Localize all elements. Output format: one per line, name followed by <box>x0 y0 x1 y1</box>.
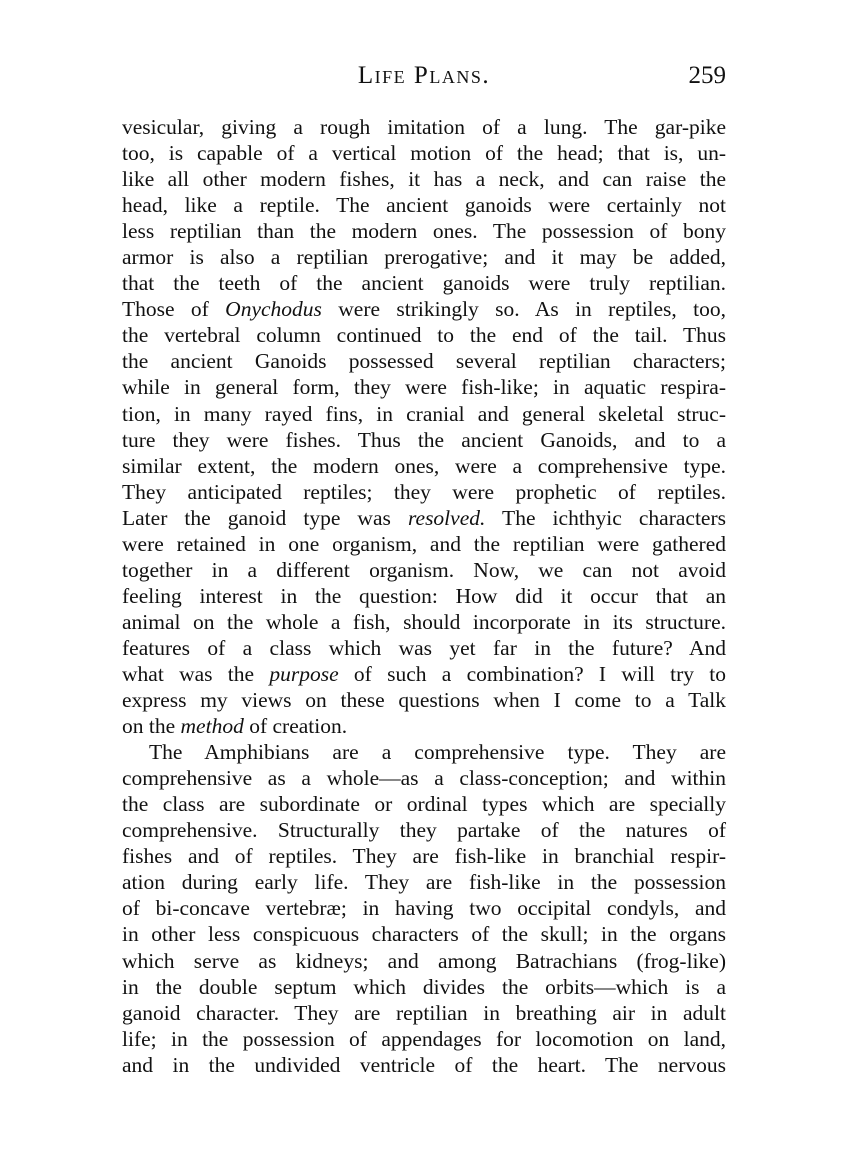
running-title: Life Plans. <box>357 62 491 89</box>
text-segment: ture they were fishes. Thus the ancient Ganoids, and to a <box>122 427 726 452</box>
text-segment: of such a combination? I will try to <box>338 661 726 686</box>
text-segment: of creation. <box>243 714 348 739</box>
text-segment: were retained in one organism, and the reptilian were gathered <box>122 531 726 556</box>
text-segment: ation during early life. They are fish-like in the possession <box>122 870 726 895</box>
text-line <box>122 531 726 557</box>
italic-word: resolved. <box>407 505 486 530</box>
text-segment: Later the ganoid type was <box>122 505 408 530</box>
text-segment: less reptilian than the modern ones. The possession of bony <box>122 219 726 244</box>
text-line <box>122 948 726 974</box>
text-segment: what was the <box>122 661 270 686</box>
text-segment: the ancient Ganoids possessed several reptilian characters; <box>122 349 726 374</box>
text-segment: which serve as kidneys; and among Batrachians (frog-like) <box>122 948 726 973</box>
text-line <box>122 140 726 166</box>
text-line <box>122 661 726 687</box>
text-line <box>122 765 726 791</box>
text-segment: They anticipated reptiles; they were prophetic of reptiles. <box>122 479 726 504</box>
text-segment: too, is capable of a vertical motion of the head; that is, un- <box>122 141 726 166</box>
text-segment: that the teeth of the ancient ganoids were truly reptilian. <box>122 271 726 296</box>
text-segment: fishes and of reptiles. They are fish-like in branchial respir- <box>122 844 726 869</box>
text-segment: The ichthyic characters <box>485 505 727 530</box>
text-line <box>122 869 726 895</box>
italic-word: purpose <box>269 661 339 686</box>
text-line <box>122 583 726 609</box>
text-line <box>122 166 726 192</box>
text-line <box>122 348 726 374</box>
text-segment: express my views on these questions when I come to a Talk <box>122 688 726 713</box>
text-line <box>122 739 726 765</box>
text-segment: comprehensive. Structurally they partake of the natures of <box>122 818 726 843</box>
text-line <box>122 401 726 427</box>
text-segment: ganoid character. They are reptilian in breathing air in adult <box>122 1000 726 1025</box>
page-number: 259 <box>688 62 726 89</box>
text-line <box>122 453 726 479</box>
running-head <box>122 62 726 96</box>
text-line <box>122 635 726 661</box>
text-line <box>122 1026 726 1052</box>
text-line <box>122 557 726 583</box>
body-text <box>122 114 726 1078</box>
text-line <box>122 192 726 218</box>
text-segment: tion, in many rayed fins, in cranial and general skeletal struc- <box>122 401 726 426</box>
text-segment: head, like a reptile. The ancient ganoids were certainly not <box>122 193 726 218</box>
text-segment: of bi-concave vertebræ; in having two occipital condyls, and <box>122 896 726 921</box>
text-line <box>122 843 726 869</box>
text-segment: life; in the possession of appendages for locomotion on land, <box>122 1026 726 1051</box>
text-segment: features of a class which was yet far in the future? And <box>122 635 726 660</box>
text-segment: feeling interest in the question: How did it occur that an <box>122 583 726 608</box>
text-segment: The Amphibians are a comprehensive type. They are <box>149 740 726 765</box>
text-line <box>122 1000 726 1026</box>
text-segment: the class are subordinate or ordinal types which are specially <box>122 792 726 817</box>
text-line <box>122 713 726 739</box>
text-line <box>122 322 726 348</box>
text-line <box>122 296 726 322</box>
text-line <box>122 270 726 296</box>
text-segment: Those of <box>122 297 226 322</box>
text-segment: were strikingly so. As in reptiles, too, <box>321 297 727 322</box>
text-segment: comprehensive as a whole—as a class-conception; and within <box>122 766 726 791</box>
text-line <box>122 895 726 921</box>
text-line <box>122 817 726 843</box>
text-segment: armor is also a reptilian prerogative; and it may be added, <box>122 245 726 270</box>
text-line <box>122 427 726 453</box>
text-line <box>122 374 726 400</box>
text-segment: in other less conspicuous characters of the skull; in the organs <box>122 922 726 947</box>
text-segment: on the <box>122 714 181 739</box>
text-segment: in the double septum which divides the orbits—which is a <box>122 974 726 999</box>
italic-word: method <box>180 714 244 739</box>
text-line <box>122 791 726 817</box>
text-line <box>122 609 726 635</box>
text-segment: together in a different organism. Now, we can not avoid <box>122 557 726 582</box>
text-line <box>122 687 726 713</box>
text-line <box>122 114 726 140</box>
italic-word: Onychodus <box>225 297 322 322</box>
text-segment: animal on the whole a fish, should incorporate in its structure. <box>122 609 726 634</box>
text-line <box>122 244 726 270</box>
text-segment: the vertebral column continued to the end of the tail. Thus <box>122 323 726 348</box>
text-line <box>122 479 726 505</box>
text-line <box>122 505 726 531</box>
text-segment: like all other modern fishes, it has a neck, and can raise the <box>122 167 726 192</box>
text-line <box>122 974 726 1000</box>
text-segment: and in the undivided ventricle of the heart. The nervous <box>122 1052 726 1077</box>
text-segment: while in general form, they were fish-like; in aquatic respira- <box>122 375 726 400</box>
text-segment: similar extent, the modern ones, were a comprehensive type. <box>122 453 726 478</box>
text-line <box>122 921 726 947</box>
text-segment: vesicular, giving a rough imitation of a lung. The gar-pike <box>122 115 726 139</box>
text-line <box>122 1052 726 1078</box>
text-line <box>122 218 726 244</box>
